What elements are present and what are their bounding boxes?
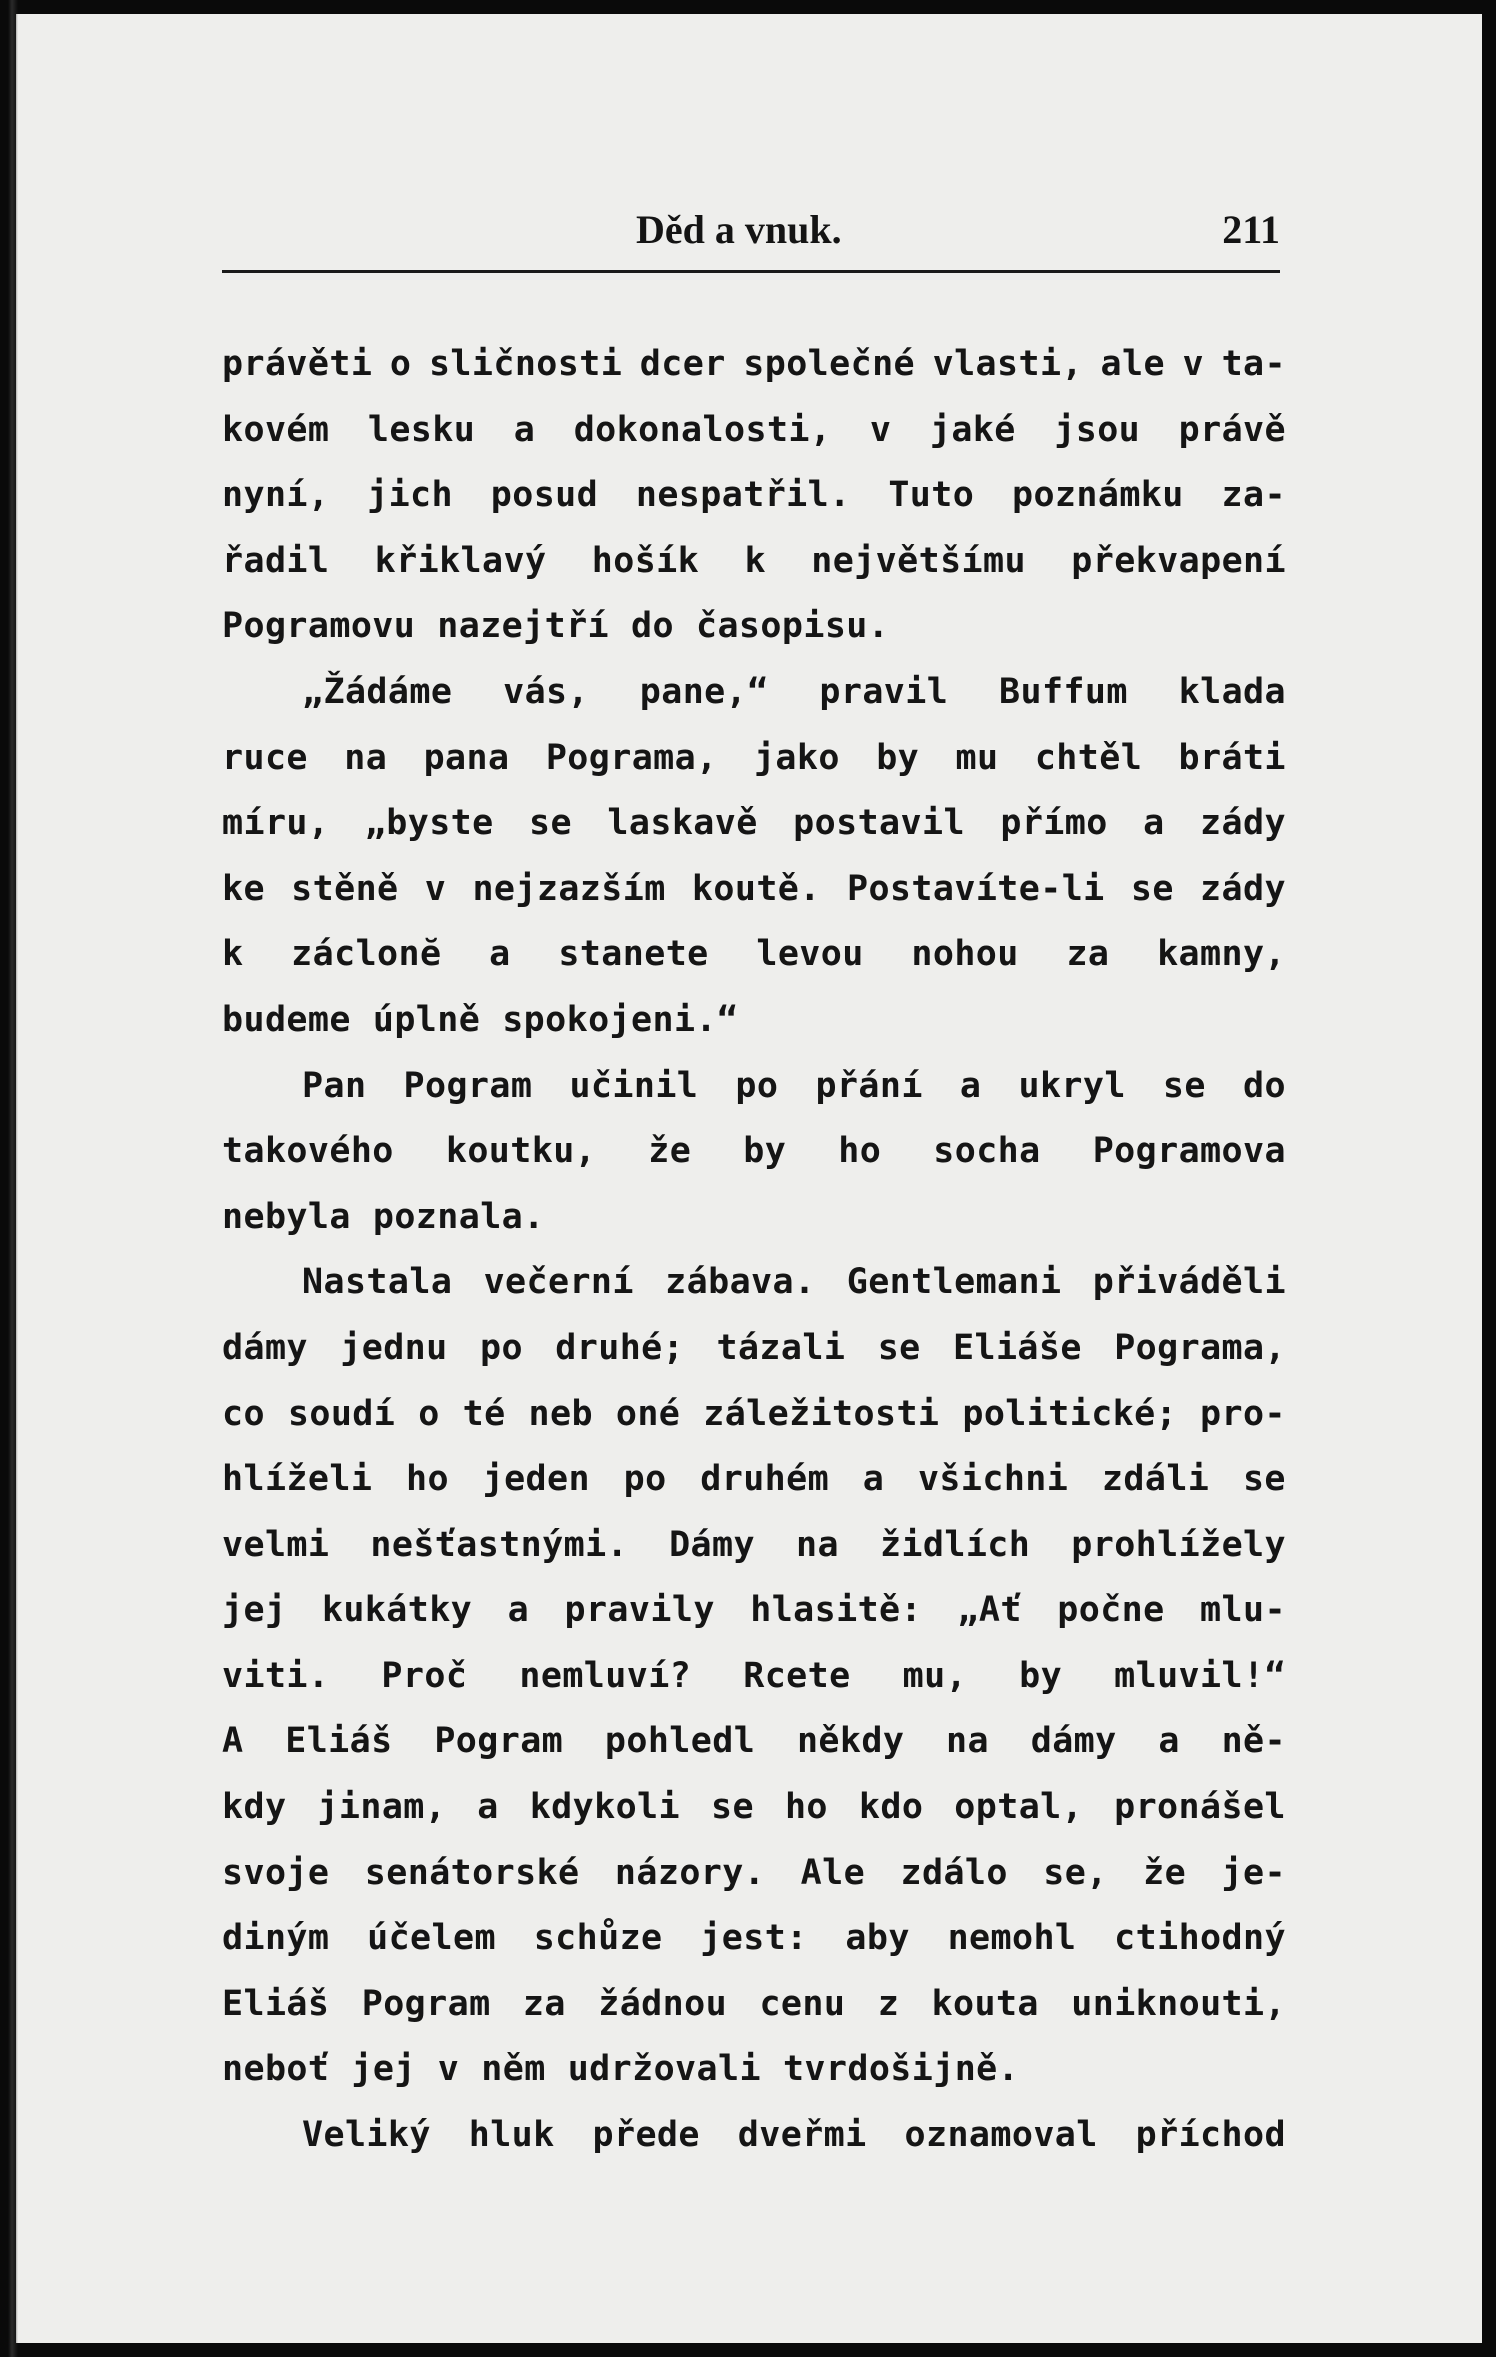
text-line: právěti o sličnosti dcer společné vlasti, ale v ta-: [222, 344, 1286, 384]
text-line: „Žádáme vás, pane,“ pravil Buffum klada: [302, 671, 1286, 712]
text-line: neboť jej v něm udržovali tvrdošijně.: [222, 2049, 1020, 2090]
running-header: [222, 204, 1280, 260]
text-line: ke stěně v nejzazším koutě. Postavíte-li se zády: [222, 868, 1286, 909]
text-line: nebyla poznala.: [222, 1196, 545, 1237]
text-line: kovém lesku a dokonalosti, v jaké jsou právě: [222, 409, 1286, 450]
text-line: Veliký hluk přede dveřmi oznamoval příchod: [302, 2115, 1286, 2156]
text-line: kdy jinam, a kdykoli se ho kdo optal, pronášel: [222, 1787, 1286, 1828]
text-line: Nastala večerní zábava. Gentlemani přiváděli: [302, 1262, 1286, 1303]
text-line: řadil křiklavý hošík k největšímu překvapení: [222, 540, 1286, 581]
text-line: Pogramovu nazejtří do časopisu.: [222, 606, 890, 647]
text-line: co soudí o té neb oné záležitosti politické; pro-: [222, 1393, 1286, 1434]
text-line: A Eliáš Pogram pohledl někdy na dámy a ně-: [222, 1721, 1286, 1762]
text-line: dámy jednu po druhé; tázali se Eliáše Pograma,: [222, 1327, 1286, 1368]
text-line: hlíželi ho jeden po druhém a všichni zdáli se: [222, 1459, 1286, 1500]
text-line: Pan Pogram učinil po přání a ukryl se do: [302, 1065, 1286, 1106]
text-line: diným účelem schůze jest: aby nemohl ctihodný: [222, 1918, 1286, 1959]
text-line: míru, „byste se laskavě postavil přímo a zády: [222, 803, 1286, 844]
text-line: budeme úplně spokojeni.“: [222, 999, 739, 1040]
text-line: viti. Proč nemluví? Rcete mu, by mluvil!“: [222, 1655, 1286, 1696]
text-line: velmi nešťastnými. Dámy na židlích prohlížely: [222, 1524, 1286, 1565]
book-spine-edge: [0, 0, 18, 2357]
text-line: takového koutku, že by ho socha Pogramova: [222, 1131, 1286, 1172]
page-number: 211: [1222, 207, 1280, 252]
text-line: svoje senátorské názory. Ale zdálo se, že je-: [222, 1852, 1286, 1893]
text-line: nyní, jich posud nespatřil. Tuto poznámku za-: [222, 475, 1286, 516]
body-text: [222, 332, 1286, 2169]
running-title: Děd a vnuk.: [636, 207, 842, 252]
text-line: k záclonĕ a stanete levou nohou za kamny,: [222, 934, 1286, 975]
text-line: ruce na pana Pograma, jako by mu chtěl bráti: [222, 737, 1286, 778]
text-line: Eliáš Pogram za žádnou cenu z kouta uniknouti,: [222, 1983, 1286, 2024]
header-rule: [222, 270, 1280, 273]
book-page: [16, 14, 1482, 2343]
text-line: jej kukátky a pravily hlasitě: „Ať počne mlu-: [222, 1590, 1286, 1631]
